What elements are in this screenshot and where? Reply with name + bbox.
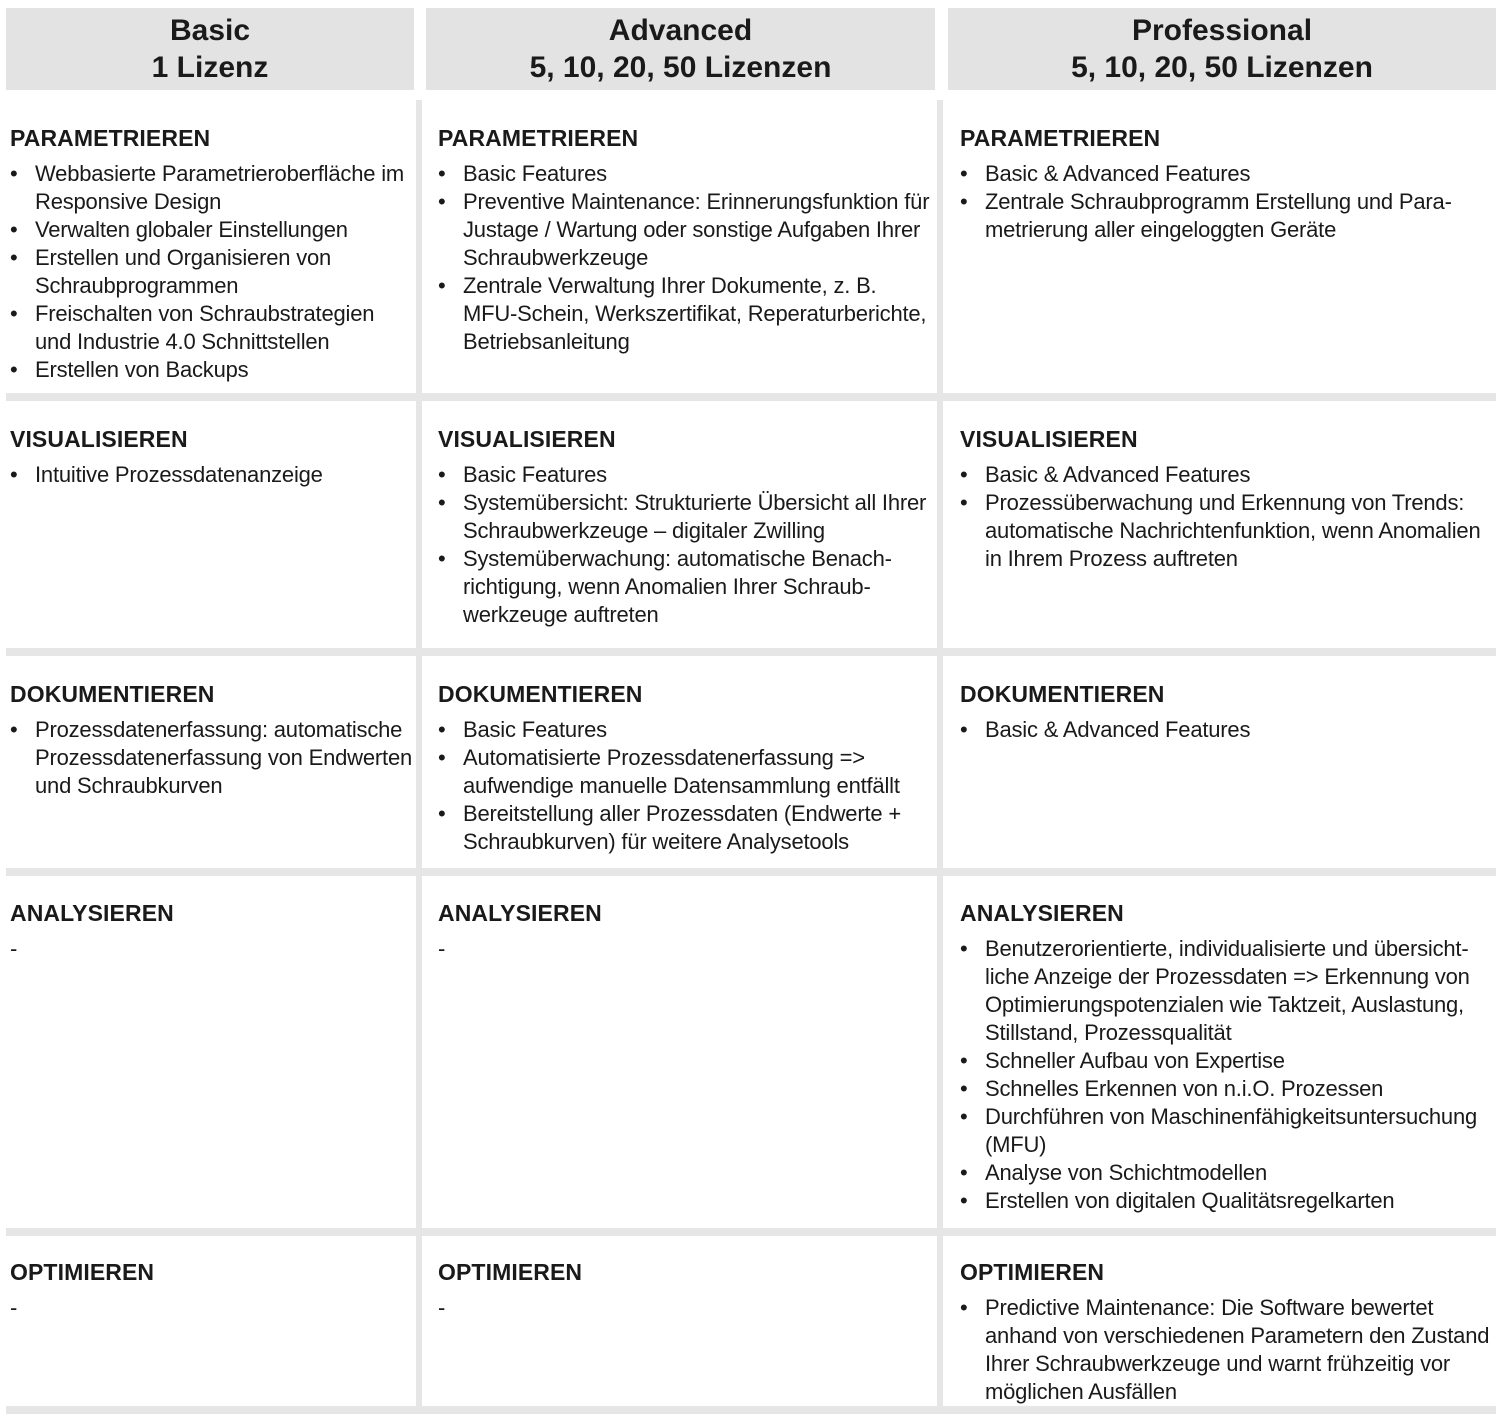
list-item: • Systemübersicht: Strukturierte Übersicht all Ihrer Schraubwerkzeuge – digitaler Zwilling bbox=[438, 489, 936, 545]
section-dokumentieren-professional bbox=[960, 680, 1500, 744]
section-title: DOKUMENTIEREN bbox=[438, 681, 643, 707]
section-title: OPTIMIEREN bbox=[438, 1259, 583, 1285]
list-item: • Bereitstellung aller Prozessdaten (Endwerte + Schraubkurven) für weitere Analysetools bbox=[438, 800, 936, 856]
section-title: PARAMETRIEREN bbox=[960, 125, 1161, 151]
feature-list bbox=[960, 1294, 1500, 1406]
empty-marker: - bbox=[438, 1295, 446, 1320]
feature-list bbox=[960, 461, 1500, 573]
section-title: PARAMETRIEREN bbox=[10, 125, 211, 151]
section-dokumentieren-advanced bbox=[438, 680, 936, 856]
feature-list bbox=[438, 716, 936, 856]
feature-list bbox=[10, 716, 412, 800]
list-item: • Basic & Advanced Features bbox=[960, 160, 1500, 188]
empty-marker: - bbox=[10, 1295, 18, 1320]
column-name: Professional bbox=[1131, 14, 1313, 47]
column-divider bbox=[937, 100, 943, 1412]
list-item: • Basic & Advanced Features bbox=[960, 461, 1500, 489]
section-dokumentieren-basic bbox=[10, 680, 412, 800]
column-licenses: 5, 10, 20, 50 Lizenzen bbox=[529, 51, 832, 84]
section-title: VISUALISIEREN bbox=[438, 426, 616, 452]
column-header-advanced bbox=[426, 8, 935, 90]
section-title: ANALYSIEREN bbox=[10, 900, 174, 926]
list-item: • Basic & Advanced Features bbox=[960, 716, 1500, 744]
list-item: • Prozessdatenerfassung: automatische Prozessdatenerfassung von Endwerten und Schraubkurven bbox=[10, 716, 412, 800]
row-divider bbox=[6, 648, 1496, 656]
list-item: • Zentrale Verwaltung Ihrer Dokumente, z. B. MFU-Schein, Werkszertifikat, Reperaturberichte, Betriebsanleitung bbox=[438, 272, 936, 356]
list-item: • Preventive Maintenance: Erinnerungsfunktion für Justage / Wartung oder sonstige Aufgaben Ihrer Schraubwerkzeuge bbox=[438, 188, 936, 272]
column-name: Advanced bbox=[608, 14, 753, 47]
section-parametrieren-advanced bbox=[438, 124, 936, 356]
feature-list bbox=[438, 160, 936, 356]
list-item: • Systemüberwachung: automatische Benachrichtigung, wenn Anomalien Ihrer Schraubwerkzeuge auftreten bbox=[438, 545, 936, 629]
feature-list bbox=[10, 461, 412, 489]
section-visualisieren-advanced bbox=[438, 425, 936, 629]
list-item: • Basic Features bbox=[438, 716, 936, 744]
list-item: • Erstellen von digitalen Qualitätsregelkarten bbox=[960, 1187, 1500, 1215]
row-divider bbox=[6, 1228, 1496, 1236]
section-title: DOKUMENTIEREN bbox=[960, 681, 1165, 707]
section-parametrieren-professional bbox=[960, 124, 1500, 244]
list-item: • Automatisierte Prozessdatenerfassung => aufwendige manuelle Datensammlung entfällt bbox=[438, 744, 936, 800]
section-visualisieren-professional bbox=[960, 425, 1500, 573]
section-title: VISUALISIEREN bbox=[10, 426, 188, 452]
section-title: OPTIMIEREN bbox=[10, 1259, 155, 1285]
feature-list bbox=[960, 935, 1500, 1215]
section-parametrieren-basic bbox=[10, 124, 412, 384]
section-title: ANALYSIEREN bbox=[438, 900, 602, 926]
list-item: • Benutzerorientierte, individualisierte und übersichtliche Anzeige der Prozessdaten => Erkennung von Optimierungspotenzialen wie Taktzeit, Auslastung, Stillstand, Prozessqualität bbox=[960, 935, 1500, 1047]
list-item: • Erstellen und Organisieren von Schraubprogrammen bbox=[10, 244, 412, 300]
feature-list bbox=[10, 160, 412, 384]
section-analysieren-professional bbox=[960, 899, 1500, 1215]
empty-marker: - bbox=[10, 936, 18, 961]
list-item: • Zentrale Schraubprogramm Erstellung und Parametrierung aller eingeloggten Geräte bbox=[960, 188, 1500, 244]
feature-list bbox=[438, 461, 936, 629]
list-item: • Basic Features bbox=[438, 160, 936, 188]
column-name: Basic bbox=[169, 14, 251, 47]
section-analysieren-basic bbox=[10, 899, 412, 963]
list-item: • Basic Features bbox=[438, 461, 936, 489]
row-divider bbox=[6, 1406, 1496, 1414]
section-title: OPTIMIEREN bbox=[960, 1259, 1105, 1285]
feature-list bbox=[960, 160, 1500, 244]
column-header-basic bbox=[6, 8, 414, 90]
list-item: • Erstellen von Backups bbox=[10, 356, 412, 384]
list-item: • Predictive Maintenance: Die Software bewertet anhand von verschiedenen Parametern den Zustand Ihrer Schraubwerkzeuge und warnt frühzeitig vor möglichen Ausfällen bbox=[960, 1294, 1500, 1406]
section-title: ANALYSIEREN bbox=[960, 900, 1124, 926]
section-optimieren-professional bbox=[960, 1258, 1500, 1406]
list-item: • Analyse von Schichtmodellen bbox=[960, 1159, 1500, 1187]
list-item: • Schnelles Erkennen von n.i.O. Prozessen bbox=[960, 1075, 1500, 1103]
empty-marker: - bbox=[438, 936, 446, 961]
feature-list bbox=[960, 716, 1500, 744]
list-item: • Durchführen von Maschinenfähigkeitsuntersuchung (MFU) bbox=[960, 1103, 1500, 1159]
row-divider bbox=[6, 393, 1496, 401]
column-divider bbox=[416, 100, 422, 1412]
section-title: DOKUMENTIEREN bbox=[10, 681, 215, 707]
list-item: • Intuitive Prozessdatenanzeige bbox=[10, 461, 412, 489]
section-analysieren-advanced bbox=[438, 899, 936, 963]
section-title: PARAMETRIEREN bbox=[438, 125, 639, 151]
column-licenses: 5, 10, 20, 50 Lizenzen bbox=[1071, 51, 1373, 84]
section-optimieren-basic bbox=[10, 1258, 412, 1322]
column-header-professional bbox=[948, 8, 1496, 90]
section-title: VISUALISIEREN bbox=[960, 426, 1138, 452]
row-divider bbox=[6, 868, 1496, 876]
list-item: • Freischalten von Schraubstrategien und Industrie 4.0 Schnittstellen bbox=[10, 300, 412, 356]
list-item: • Webbasierte Parametrieroberfläche im Responsive Design bbox=[10, 160, 412, 216]
list-item: • Prozessüberwachung und Erkennung von Trends: automatische Nachrichtenfunktion, wenn Anomalien in Ihrem Prozess auftreten bbox=[960, 489, 1500, 573]
list-item: • Schneller Aufbau von Expertise bbox=[960, 1047, 1500, 1075]
list-item: • Verwalten globaler Einstellungen bbox=[10, 216, 412, 244]
section-visualisieren-basic bbox=[10, 425, 412, 489]
section-optimieren-advanced bbox=[438, 1258, 936, 1322]
column-licenses: 1 Lizenz bbox=[151, 51, 269, 84]
